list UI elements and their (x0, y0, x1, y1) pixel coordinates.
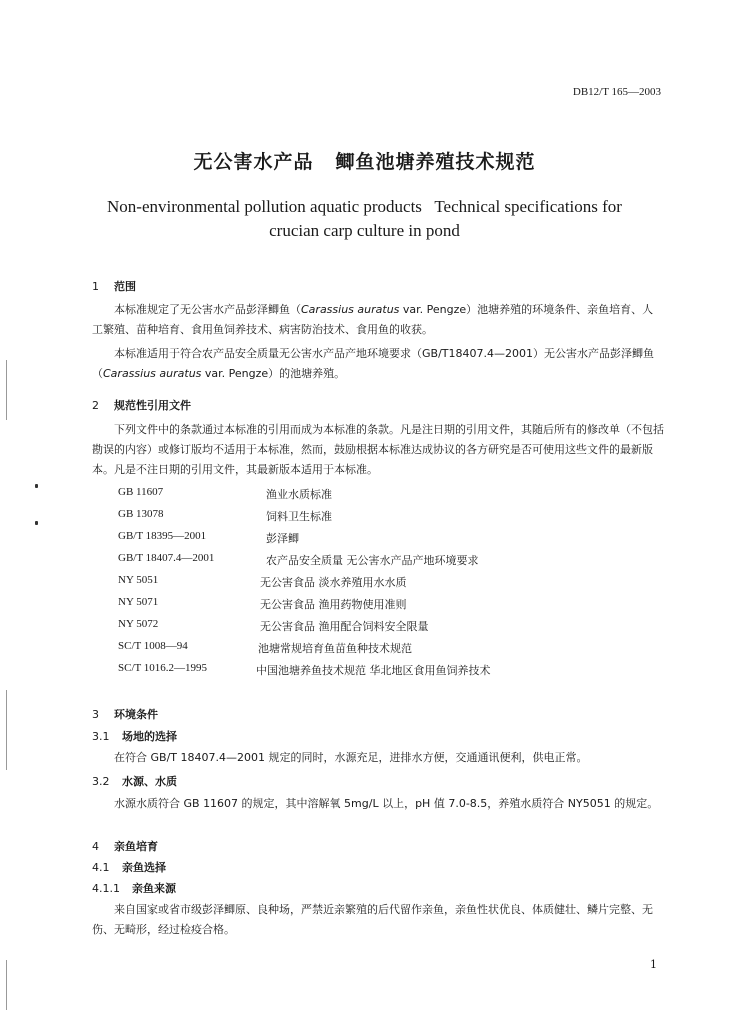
section-4-1-1-text: 来自国家或省市级彭泽鲫原、良种场，严禁近亲繁殖的后代留作亲鱼，亲鱼性状优良、体质健壮、鳞片完整、无伤、无畸形，经过检疫合格。 (92, 903, 653, 936)
section-3-heading: 3 环境条件 (92, 708, 158, 721)
section-2-heading: 2 规范性引用文件 (92, 399, 191, 412)
standard-number: DB12/T 165—2003 (572, 86, 661, 98)
scan-edge-mark (6, 690, 7, 770)
section-3-2-heading: 3.2 水源、水质 (92, 775, 177, 788)
scan-speck (35, 484, 38, 488)
section-3-1-text: 在符合 GB/T 18407.4—2001 规定的同时，水源充足，进排水方便，交通通讯便利，供电正常。 (114, 751, 588, 764)
title-english-line1: Non-environmental pollution aquatic products Technical specifications for (107, 197, 622, 216)
section-4-1-1-heading: 4.1.1 亲鱼来源 (92, 882, 176, 895)
scan-edge-mark (6, 960, 7, 1010)
scan-speck (35, 521, 38, 525)
section-2-intro: 下列文件中的条款通过本标准的引用而成为本标准的条款。凡是注日期的引用文件，其随后所有的修改单（不包括勘误的内容）或修订版均不适用于本标准，然而，鼓励根据本标准达成协议的各方研究是否可使用这些文件的最新版本。凡是不注日期的引用文件，其最新版本适用于本标准。 (92, 423, 664, 476)
section-4-heading: 4 亲鱼培育 (92, 840, 158, 853)
title-cn-part2: 鲫鱼池塘养殖技术规范 (335, 151, 536, 173)
section-1-para-1: 本标准规定了无公害水产品彭泽鲫鱼（Carassius auratus var. Pengze）池塘养殖的环境条件、亲鱼培育、人工繁殖、苗种培育、食用鱼饲养技术、病害防治技术、食用鱼的收获。 (92, 303, 654, 336)
section-3-1-heading: 3.1 场地的选择 (92, 730, 177, 743)
section-3-2-text: 水源水质符合 GB 11607 的规定，其中溶解氧 5mg/L 以上，pH 值 7.0-8.5，养殖水质符合 NY5051 的规定。 (114, 797, 659, 810)
section-4-1-heading: 4.1 亲鱼选择 (92, 861, 166, 874)
title-chinese (0, 147, 729, 174)
title-cn-part1: 无公害水产品 (193, 151, 314, 173)
reference-list: GB 11607 渔业水质标准 GB 13078 饲料卫生标准 GB/T 18395—2001 彭泽鲫 GB/T 18407.4—2001 农产品安全质量 无公害水产品产地环境要求 NY 5051 无公害食品 淡水养殖用水水质 NY 5071 无公害食品 渔用药物使用准则 NY 5072 无公害食品 渔用配合饲料安全限量 SC/T 1008—94 池塘常规培育鱼苗鱼种技术规范 SC/T 1016.2—1995 中国池塘养鱼技术规范 华北地区食用鱼饲养技术 (118, 486, 491, 677)
section-1-heading: 1 范围 (92, 280, 136, 293)
section-1-para-2: 本标准适用于符合农产品安全质量无公害水产品产地环境要求（GB/T18407.4—2001）无公害水产品彭泽鲫鱼（Carassius auratus var. Pengze）的池塘养殖。 (92, 347, 654, 380)
scan-edge-mark (6, 360, 7, 420)
title-english-line2: crucian carp culture in pond (269, 221, 460, 240)
page-number: 1 (650, 958, 657, 971)
